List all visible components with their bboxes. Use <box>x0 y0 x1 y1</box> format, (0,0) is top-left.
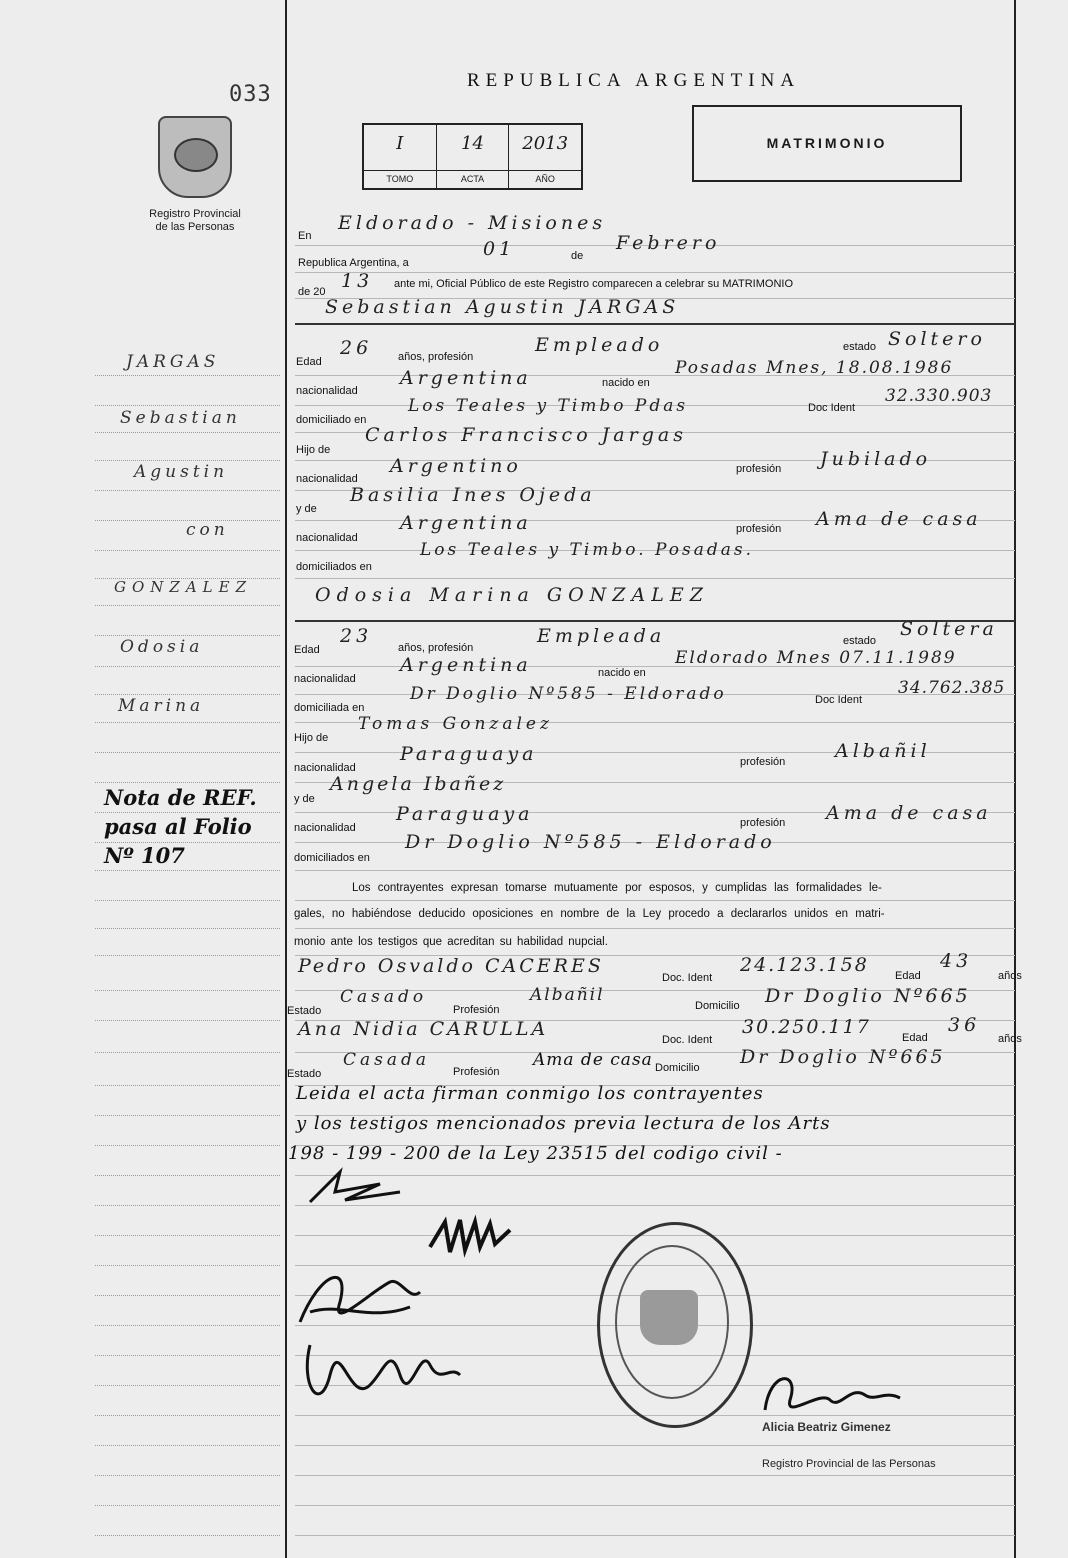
margin-surname: JARGAS <box>126 352 220 372</box>
groom-born: Posadas Mnes, 18.08.1986 <box>675 358 954 378</box>
declaration-line-1: Los contrayentes expresan tomarse mutuamente por esposos, y cumplidas las formalidades le- <box>352 882 882 894</box>
margin-line <box>95 1052 280 1053</box>
groom-age: 26 <box>340 337 373 359</box>
agency-line-2: de las Personas <box>155 221 235 233</box>
margin-line <box>95 1355 280 1356</box>
signature-witness-2 <box>290 1325 470 1425</box>
margin-line <box>95 1020 280 1021</box>
anio-value: 2013 <box>522 133 569 154</box>
witness-1-profession: Albañil <box>530 985 605 1005</box>
margin-divider <box>285 0 287 1558</box>
acta-value: 14 <box>461 133 484 154</box>
bride-estado-label: estado <box>843 635 877 647</box>
margin-note-line-1: Nota de REF. <box>104 785 257 810</box>
groom-doc-label: Doc Ident <box>808 402 856 414</box>
bride-father-nat: Paraguaya <box>400 743 538 765</box>
bride-hijo-label: Hijo de <box>294 732 329 744</box>
republica-label: Republica Argentina, a <box>298 257 409 269</box>
margin-first-name: Sebastian <box>120 408 241 428</box>
margin-line <box>95 460 280 461</box>
margin-line <box>95 1475 280 1476</box>
groom-nationality-label: nacionalidad <box>296 385 358 397</box>
anio-label: AÑO <box>509 170 581 188</box>
margin-line <box>95 1115 280 1116</box>
signature-groom <box>300 1162 410 1212</box>
ruled-line <box>295 1475 1015 1476</box>
margin-middle-name: Agustin <box>134 462 229 482</box>
margin-line <box>95 375 280 376</box>
bride-mother-label: y de <box>294 793 315 805</box>
margin-line <box>95 1295 280 1296</box>
witness-2-profession: Ama de casa <box>533 1050 653 1070</box>
bride-nationality: Argentina <box>400 654 532 676</box>
bride-born-label: nacido en <box>598 667 646 679</box>
groom-domicilio-label: domiciliado en <box>296 414 367 426</box>
declaration-line-2: gales, no habiéndose deducido oposiciones en nombre de la Ley procedo a declararlos unidos en matri- <box>294 908 885 920</box>
bride-parents-dom-label: domiciliados en <box>294 852 370 864</box>
groom-parents-dom-label: domiciliados en <box>296 561 372 573</box>
bride-nationality-label: nacionalidad <box>294 673 356 685</box>
ruled-line <box>295 928 1015 929</box>
tomo-value: I <box>396 133 404 154</box>
bride-mother: Angela Ibañez <box>330 773 507 795</box>
margin-line <box>95 1505 280 1506</box>
month-value: Febrero <box>616 232 721 254</box>
groom-father-prof-label: profesión <box>736 463 782 475</box>
witness-1-address: Dr Doglio Nº665 <box>765 985 971 1007</box>
ruled-line <box>295 1535 1015 1536</box>
bride-age: 23 <box>340 625 373 647</box>
groom-mother-prof-label: profesión <box>736 523 782 535</box>
margin-line <box>95 694 280 695</box>
bride-estado: Soltera <box>900 618 998 640</box>
margin-line <box>95 1415 280 1416</box>
groom-address: Los Teales y Timbo Pdas <box>408 396 689 416</box>
bride-profesion-label: años, profesión <box>398 642 474 654</box>
groom-father-nat-label: nacionalidad <box>296 473 358 485</box>
bride-doc-label: Doc Ident <box>815 694 863 706</box>
margin-note-line-2: pasa al Folio <box>104 814 252 839</box>
margin-line <box>95 432 280 433</box>
margin-bride-middle-name: Marina <box>118 696 205 716</box>
bride-doc: 34.762.385 <box>898 678 1006 698</box>
bride-domicilio-label: domiciliada en <box>294 702 365 714</box>
groom-mother-prof: Ama de casa <box>816 508 982 530</box>
ruled-line <box>295 870 1015 871</box>
witness-1-anos-label: años <box>998 970 1022 982</box>
place-value: Eldorado - Misiones <box>338 212 607 234</box>
acta-label: ACTA <box>437 170 509 188</box>
act-type-box: MATRIMONIO <box>692 105 962 182</box>
groom-born-label: nacido en <box>602 377 650 389</box>
bride-name: Odosia Marina GONZALEZ <box>315 584 709 606</box>
margin-line <box>95 870 280 871</box>
witness-1-estado: Casado <box>340 987 428 1007</box>
registry-emblem-icon <box>158 116 232 198</box>
witness-1-doc: 24.123.158 <box>740 954 869 976</box>
officer-name: Alicia Beatriz Gimenez <box>762 1420 891 1434</box>
margin-line <box>95 635 280 636</box>
groom-profession: Empleado <box>535 334 664 356</box>
acta-cell <box>437 125 510 188</box>
bride-mother-prof: Ama de casa <box>826 802 992 824</box>
de-label: de <box>571 250 584 262</box>
margin-line <box>95 1145 280 1146</box>
closing-line-2: y los testigos mencionados previa lectura de los Arts <box>296 1113 831 1134</box>
ruled-line <box>295 900 1015 901</box>
groom-mother: Basilia Ines Ojeda <box>350 484 596 506</box>
record-reference-boxes <box>362 123 583 190</box>
bride-father-nat-label: nacionalidad <box>294 762 356 774</box>
groom-mother-nat: Argentina <box>400 512 532 534</box>
margin-line <box>95 928 280 929</box>
witness-2-name: Ana Nidia CARULLA <box>298 1018 549 1040</box>
bride-father-prof-label: profesión <box>740 756 786 768</box>
margin-line <box>95 1535 280 1536</box>
margin-line <box>95 1205 280 1206</box>
margin-line <box>95 1325 280 1326</box>
witness-2-prof-label: Profesión <box>453 1066 500 1078</box>
section-divider <box>295 323 1015 325</box>
intro-text: ante mi, Oficial Público de este Registro comparecen a celebrar su MATRIMONIO <box>394 278 794 290</box>
groom-estado: Soltero <box>888 328 986 350</box>
declaration-line-3: monio ante los testigos que acreditan su habilidad nupcial. <box>294 936 608 948</box>
margin-bride-surname: GONZALEZ <box>114 578 252 596</box>
bride-address: Dr Doglio Nº585 - Eldorado <box>410 684 727 704</box>
page-number: 033 <box>229 82 272 107</box>
ruled-line <box>295 1505 1015 1506</box>
closing-line-1: Leida el acta firman conmigo los contrayentes <box>296 1083 764 1104</box>
bride-edad-label: Edad <box>294 644 320 656</box>
margin-line <box>95 990 280 991</box>
margin-line <box>95 722 280 723</box>
groom-hijo-label: Hijo de <box>296 444 331 456</box>
groom-name: Sebastian Agustin JARGAS <box>325 296 680 318</box>
margin-con: con <box>186 520 229 540</box>
witness-1-edad-label: Edad <box>895 970 921 982</box>
bride-father-prof: Albañil <box>835 740 931 762</box>
year-suffix: 13 <box>341 270 374 292</box>
witness-2-doc-label: Doc. Ident <box>662 1034 713 1046</box>
witness-2-estado: Casada <box>343 1050 431 1070</box>
margin-line <box>95 405 280 406</box>
witness-1-age: 43 <box>940 950 973 972</box>
bride-born: Eldorado Mnes 07.11.1989 <box>675 648 957 668</box>
closing-line-3: 198 - 199 - 200 de la Ley 23515 del codigo civil - <box>288 1143 783 1164</box>
witness-2-anos-label: años <box>998 1033 1022 1045</box>
anio-cell <box>509 125 581 188</box>
year-prefix: de 20 <box>298 286 326 298</box>
margin-line <box>95 1085 280 1086</box>
margin-line <box>95 1445 280 1446</box>
witness-1-dom-label: Domicilio <box>695 1000 740 1012</box>
tomo-cell <box>364 125 437 188</box>
groom-profesion-label: años, profesión <box>398 351 474 363</box>
witness-1-doc-label: Doc. Ident <box>662 972 713 984</box>
margin-line <box>95 900 280 901</box>
ruled-line <box>295 578 1015 579</box>
margin-line <box>95 1265 280 1266</box>
margin-line <box>95 1175 280 1176</box>
official-seal-emblem-icon <box>640 1290 698 1345</box>
margin-line <box>95 782 280 783</box>
bride-mother-prof-label: profesión <box>740 817 786 829</box>
groom-estado-label: estado <box>843 341 877 353</box>
margin-note-line-3: Nº 107 <box>104 843 185 868</box>
country-title: REPUBLICA ARGENTINA <box>467 70 801 91</box>
bride-profession: Empleada <box>537 625 666 647</box>
agency-line-1: Registro Provincial <box>149 208 241 220</box>
groom-mother-nat-label: nacionalidad <box>296 532 358 544</box>
groom-mother-label: y de <box>296 503 317 515</box>
groom-nationality: Argentina <box>400 367 532 389</box>
witness-2-estado-label: Estado <box>287 1068 322 1080</box>
margin-line <box>95 490 280 491</box>
groom-father-nat: Argentino <box>390 455 522 477</box>
margin-line <box>95 752 280 753</box>
groom-father: Carlos Francisco Jargas <box>365 424 687 446</box>
witness-2-address: Dr Doglio Nº665 <box>740 1046 946 1068</box>
bride-father: Tomas Gonzalez <box>358 714 553 734</box>
tomo-label: TOMO <box>364 170 436 188</box>
en-label: En <box>298 230 312 242</box>
margin-bride-first-name: Odosia <box>120 637 204 657</box>
witness-1-prof-label: Profesión <box>453 1004 500 1016</box>
groom-doc: 32.330.903 <box>885 386 993 406</box>
ruled-line <box>295 1445 1015 1446</box>
witness-2-age: 36 <box>948 1014 981 1036</box>
bride-mother-nat-label: nacionalidad <box>294 822 356 834</box>
witness-2-doc: 30.250.117 <box>742 1016 871 1038</box>
agency-name <box>130 208 260 234</box>
groom-edad-label: Edad <box>296 356 322 368</box>
margin-line <box>95 1385 280 1386</box>
margin-line <box>95 955 280 956</box>
day-value: 01 <box>483 238 516 260</box>
groom-parents-address: Los Teales y Timbo. Posadas. <box>420 540 755 560</box>
witness-2-dom-label: Domicilio <box>655 1062 700 1074</box>
margin-line <box>95 550 280 551</box>
witness-1-estado-label: Estado <box>287 1005 322 1017</box>
witness-2-edad-label: Edad <box>902 1032 928 1044</box>
ruled-line <box>295 272 1015 273</box>
groom-father-prof: Jubilado <box>820 448 932 470</box>
margin-line <box>95 1235 280 1236</box>
witness-1-name: Pedro Osvaldo CACERES <box>298 955 604 977</box>
bride-mother-nat: Paraguaya <box>396 803 534 825</box>
margin-line <box>95 666 280 667</box>
bride-parents-address: Dr Doglio Nº585 - Eldorado <box>405 831 776 853</box>
margin-line <box>95 812 280 813</box>
officer-agency: Registro Provincial de las Personas <box>762 1458 936 1470</box>
margin-line <box>95 605 280 606</box>
signature-bride <box>425 1212 515 1262</box>
